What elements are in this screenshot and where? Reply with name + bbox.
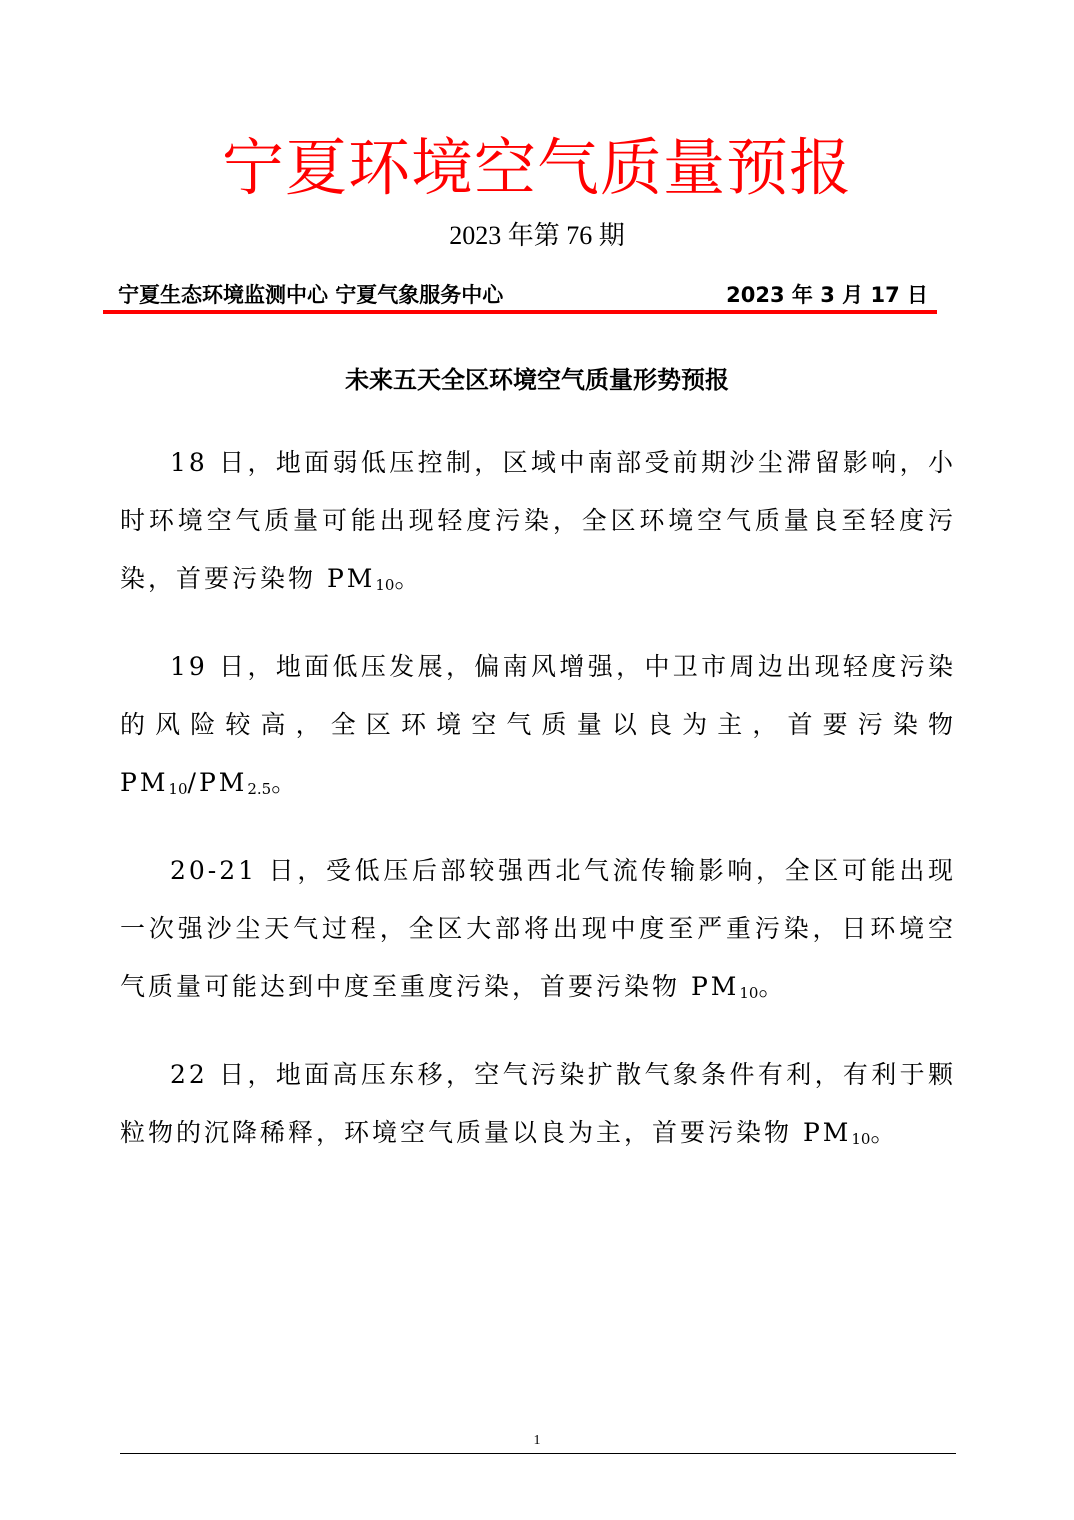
- issuer-names: 宁夏生态环境监测中心 宁夏气象服务中心: [118, 283, 504, 307]
- issuer-row: [118, 279, 928, 311]
- footer-rule: [120, 1453, 956, 1454]
- forecast-paragraph-day-20-21: 20-21 日，受低压后部较强西北气流传输影响，全区可能出现一次强沙尘天气过程，全区大部将出现中度至严重污染，日环境空气质量可能达到中度至重度污染，首要污染物 $PM_{10}$。: [120, 856, 956, 1002]
- pollutant-subscript: 10: [739, 984, 759, 1002]
- forecast-paragraph-day-18: 18 日，地面弱低压控制，区域中南部受前期沙尘滞留影响，小时环境空气质量可能出现轻度污染，全区环境空气质量良至轻度污染，首要污染物 $PM_{10}$。: [120, 448, 956, 594]
- issue-date: 2023 年 3 月 17 日: [726, 283, 928, 307]
- pollutant-subscript: 10: [375, 576, 395, 594]
- forecast-headline: 未来五天全区环境空气质量形势预报: [345, 366, 729, 394]
- pollutant-subscript: 2.5: [247, 780, 272, 798]
- red-divider-rule: [103, 310, 937, 314]
- forecast-body: [120, 434, 956, 1192]
- page-number: 1: [533, 1433, 541, 1448]
- pollutant-subscript: 10: [851, 1130, 871, 1148]
- forecast-paragraph-day-22: 22 日，地面高压东移，空气污染扩散气象条件有利，有利于颗粒物的沉降稀释，环境空气质量以良为主，首要污染物 $PM_{10}$。: [120, 1060, 956, 1148]
- masthead-title: 宁夏环境空气质量预报: [221, 131, 852, 204]
- pollutant-subscript: 10: [168, 780, 188, 798]
- forecast-paragraph-day-19: 19 日，地面低压发展，偏南风增强，中卫市周边出现轻度污染的风险较高，全区环境空气质量以良为主，首要污染物 $PM_{10}/PM_{2.5}$。: [120, 652, 956, 798]
- issue-number: 2023 年第 76 期: [449, 221, 625, 250]
